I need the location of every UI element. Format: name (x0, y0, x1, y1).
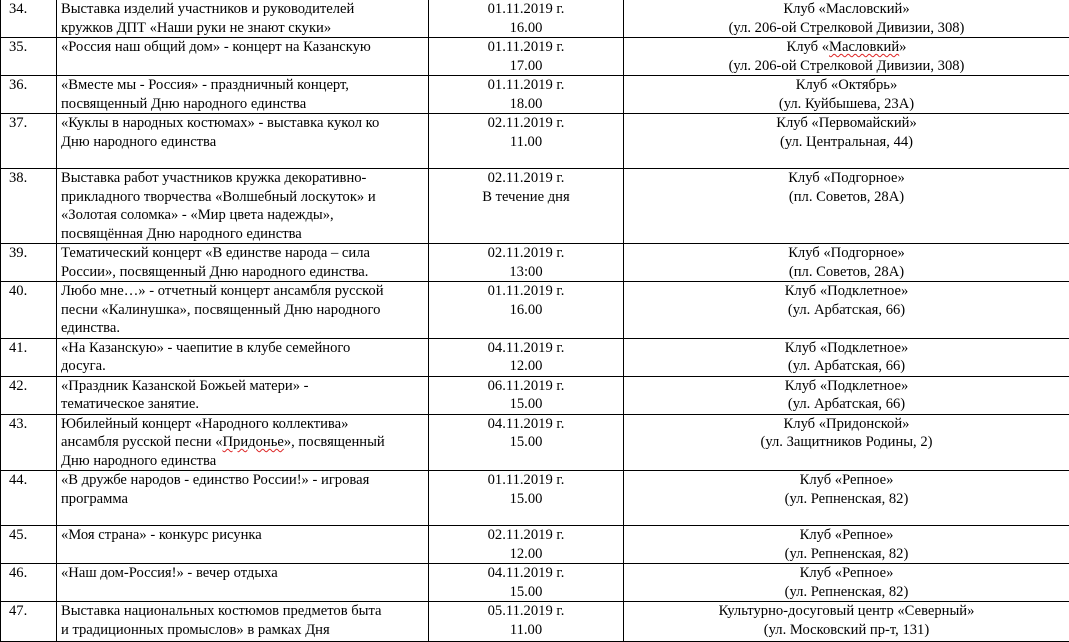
table-row (1, 76, 1069, 114)
row-number: 43. (1, 414, 57, 471)
event-venue-line: Клуб «Подклетное» (628, 377, 1065, 396)
event-venue-line: Культурно-досуговый центр «Северный» (628, 602, 1065, 621)
event-description (57, 526, 429, 564)
event-venue (624, 564, 1069, 602)
event-venue-line: Клуб «Придонской» (628, 415, 1065, 434)
event-description (57, 564, 429, 602)
event-date-time-line: 13:00 (433, 263, 619, 282)
event-description (57, 244, 429, 282)
event-venue-line: (ул. Куйбышева, 23А) (628, 95, 1065, 114)
event-description (57, 169, 429, 244)
event-description-line: Выставка изделий участников и руководителей (61, 0, 424, 19)
event-date-time-line: 02.11.2019 г. (433, 244, 619, 263)
event-date-time (429, 282, 624, 339)
event-date-time (429, 414, 624, 471)
event-date-time-line: 02.11.2019 г. (433, 114, 619, 133)
event-date-time (429, 114, 624, 169)
event-venue-line: Клуб «Октябрь» (628, 76, 1065, 95)
row-number: 41. (1, 338, 57, 376)
event-description-line: «Праздник Казанской Божьей матери» - (61, 377, 424, 396)
event-description-line: «Россия наш общий дом» - концерт на Казанскую (61, 38, 424, 57)
event-venue (624, 38, 1069, 76)
event-venue (624, 602, 1069, 642)
event-date-time (429, 471, 624, 526)
event-venue-line: Клуб «Подклетное» (628, 339, 1065, 358)
event-date-time-line: 16.00 (433, 301, 619, 320)
event-venue-line: (ул. 206-ой Стрелковой Дивизии, 308) (628, 57, 1065, 76)
row-number: 35. (1, 38, 57, 76)
event-description-line: «Золотая соломка» - «Мир цвета надежды», (61, 206, 424, 225)
event-venue-line: (ул. Репненская, 82) (628, 583, 1065, 602)
event-description-line: Любо мне…» - отчетный концерт ансамбля русской (61, 282, 424, 301)
table-row (1, 338, 1069, 376)
event-description-line: кружков ДПТ «Наши руки не знают скуки» (61, 19, 424, 38)
event-description-line: Выставка национальных костюмов предметов быта (61, 602, 424, 621)
event-description-line: «На Казанскую» - чаепитие в клубе семейного (61, 339, 424, 358)
table-row (1, 114, 1069, 169)
event-venue (624, 244, 1069, 282)
table-row (1, 169, 1069, 244)
event-description-line: России», посвященный Дню народного единства. (61, 263, 424, 282)
event-venue-line: Клуб «Репное» (628, 526, 1065, 545)
event-date-time-line: 17.00 (433, 57, 619, 76)
event-date-time (429, 564, 624, 602)
event-venue-line: (ул. Арбатская, 66) (628, 357, 1065, 376)
row-number: 47. (1, 602, 57, 642)
event-description-line: тематическое занятие. (61, 395, 424, 414)
event-venue-line: Клуб «Подклетное» (628, 282, 1065, 301)
event-date-time-line: 12.00 (433, 357, 619, 376)
event-venue-line: Клуб «Репное» (628, 564, 1065, 583)
event-venue (624, 338, 1069, 376)
event-date-time-line: 15.00 (433, 433, 619, 452)
row-number: 42. (1, 376, 57, 414)
row-number: 40. (1, 282, 57, 339)
event-date-time-line: В течение дня (433, 188, 619, 207)
event-description-line: «Вместе мы - Россия» - праздничный концерт, (61, 76, 424, 95)
row-number: 39. (1, 244, 57, 282)
event-description-line: «Моя страна» - конкурс рисунка (61, 526, 424, 545)
event-date-time-line: 02.11.2019 г. (433, 526, 619, 545)
event-date-time-line: 16.00 (433, 19, 619, 38)
event-date-time-line: 18.00 (433, 95, 619, 114)
event-date-time-line: 11.00 (433, 621, 619, 640)
event-venue (624, 169, 1069, 244)
event-venue-line: (ул. 206-ой Стрелковой Дивизии, 308) (628, 19, 1065, 38)
event-venue (624, 414, 1069, 471)
event-description (57, 38, 429, 76)
event-description-line: единства. (61, 319, 424, 338)
event-description-line: прикладного творчества «Волшебный лоскуток» и (61, 188, 424, 207)
event-description (57, 376, 429, 414)
event-venue-line: Клуб «Подгорное» (628, 169, 1065, 188)
event-description (57, 114, 429, 169)
row-number: 46. (1, 564, 57, 602)
event-description-line: Дню народного единства (61, 452, 424, 471)
event-venue (624, 471, 1069, 526)
event-venue-line: (ул. Центральная, 44) (628, 133, 1065, 152)
table-row (1, 38, 1069, 76)
event-date-time-line: 15.00 (433, 395, 619, 414)
event-description-line: программа (61, 490, 424, 509)
event-description (57, 471, 429, 526)
event-description-line: «В дружбе народов - единство России!» - игровая (61, 471, 424, 490)
event-date-time-line: 01.11.2019 г. (433, 0, 619, 19)
table-row (1, 414, 1069, 471)
event-description-line: досуга. (61, 357, 424, 376)
event-description (57, 414, 429, 471)
event-date-time-line: 04.11.2019 г. (433, 339, 619, 358)
table-row (1, 282, 1069, 339)
row-number: 44. (1, 471, 57, 526)
event-venue-line: Клуб «Подгорное» (628, 244, 1065, 263)
event-date-time (429, 376, 624, 414)
event-description (57, 282, 429, 339)
event-venue-line: (ул. Репненская, 82) (628, 490, 1065, 509)
table-row (1, 526, 1069, 564)
event-date-time (429, 76, 624, 114)
event-date-time-line: 05.11.2019 г. (433, 602, 619, 621)
table-row (1, 471, 1069, 526)
event-date-time-line: 15.00 (433, 490, 619, 509)
event-description-line: «Наш дом-Россия!» - вечер отдыха (61, 564, 424, 583)
table-row (1, 376, 1069, 414)
event-date-time-line: 02.11.2019 г. (433, 169, 619, 188)
event-description-line: Юбилейный концерт «Народного коллектива» (61, 415, 424, 434)
event-description-line: ансамбля русской песни «Придонье», посвященный (61, 433, 424, 452)
event-description-line: и традиционных промыслов» в рамках Дня (61, 621, 424, 640)
row-number: 45. (1, 526, 57, 564)
event-date-time-line: 12.00 (433, 545, 619, 564)
event-description (57, 602, 429, 642)
row-number: 38. (1, 169, 57, 244)
event-date-time (429, 169, 624, 244)
event-date-time-line: 04.11.2019 г. (433, 415, 619, 434)
event-date-time-line: 01.11.2019 г. (433, 76, 619, 95)
event-description-line: «Куклы в народных костюмах» - выставка кукол ко (61, 114, 424, 133)
event-venue-line: (пл. Советов, 28А) (628, 188, 1065, 207)
event-description (57, 0, 429, 38)
event-venue (624, 282, 1069, 339)
table-row (1, 602, 1069, 642)
event-description-line: посвящённая Дню народного единства (61, 225, 424, 244)
event-venue-line: (пл. Советов, 28А) (628, 263, 1065, 282)
event-description-line: Тематический концерт «В единстве народа – сила (61, 244, 424, 263)
event-date-time-line: 01.11.2019 г. (433, 282, 619, 301)
event-venue (624, 114, 1069, 169)
event-date-time-line: 01.11.2019 г. (433, 38, 619, 57)
event-date-time (429, 602, 624, 642)
event-venue-line: (ул. Репненская, 82) (628, 545, 1065, 564)
table-row (1, 244, 1069, 282)
event-venue-line: (ул. Арбатская, 66) (628, 395, 1065, 414)
event-venue-line: (ул. Московский пр-т, 131) (628, 621, 1065, 640)
event-date-time-line: 06.11.2019 г. (433, 377, 619, 396)
table-row (1, 564, 1069, 602)
event-date-time (429, 38, 624, 76)
row-number: 36. (1, 76, 57, 114)
row-number: 34. (1, 0, 57, 38)
event-date-time (429, 526, 624, 564)
event-date-time-line: 04.11.2019 г. (433, 564, 619, 583)
event-description (57, 338, 429, 376)
event-date-time (429, 338, 624, 376)
events-table-body (1, 0, 1069, 642)
row-number: 37. (1, 114, 57, 169)
event-date-time (429, 244, 624, 282)
event-venue-line: Клуб «Репное» (628, 471, 1065, 490)
event-date-time-line: 15.00 (433, 583, 619, 602)
event-venue-line: Клуб «Масловкий» (628, 38, 1065, 57)
event-description-line: песни «Калинушка», посвященный Дню народного (61, 301, 424, 320)
event-description-line: Выставка работ участников кружка декоративно- (61, 169, 424, 188)
event-venue-line: (ул. Арбатская, 66) (628, 301, 1065, 320)
event-venue (624, 526, 1069, 564)
event-description-line: посвященный Дню народного единства (61, 95, 424, 114)
event-date-time-line: 01.11.2019 г. (433, 471, 619, 490)
event-venue (624, 76, 1069, 114)
event-venue (624, 376, 1069, 414)
event-venue-line: Клуб «Первомайский» (628, 114, 1065, 133)
event-description (57, 76, 429, 114)
event-date-time-line: 11.00 (433, 133, 619, 152)
table-row (1, 0, 1069, 38)
event-date-time (429, 0, 624, 38)
event-description-line: Дню народного единства (61, 133, 424, 152)
event-venue-line: (ул. Защитников Родины, 2) (628, 433, 1065, 452)
event-venue-line: Клуб «Масловский» (628, 0, 1065, 19)
event-venue (624, 0, 1069, 38)
